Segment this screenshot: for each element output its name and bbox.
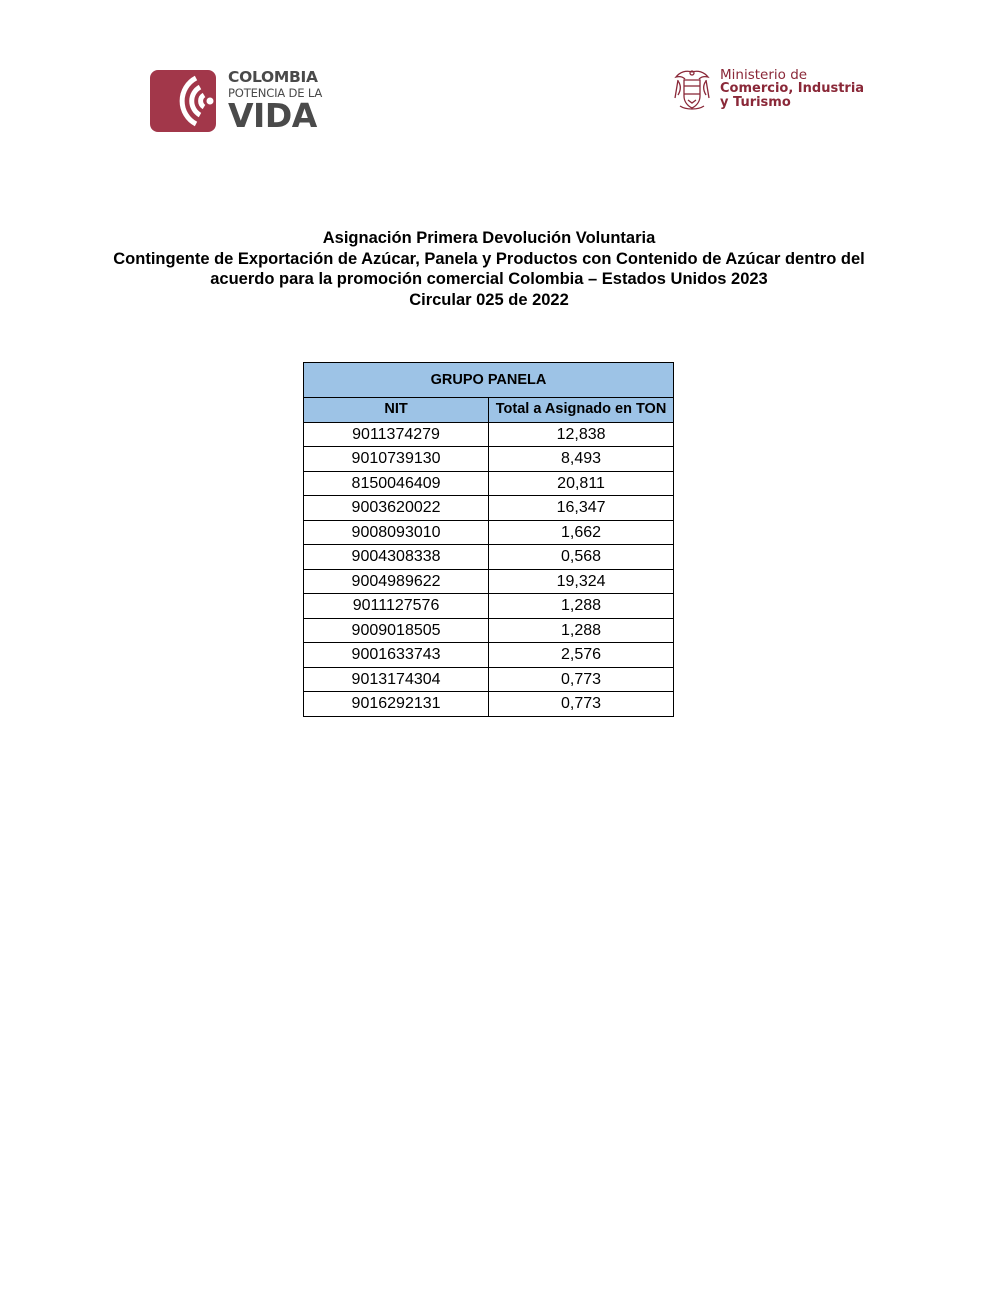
total-cell: 1,288	[489, 594, 674, 619]
allocation-table	[303, 362, 674, 717]
nit-cell: 9004989622	[304, 569, 489, 594]
table-group-header-row	[304, 363, 674, 398]
table-row	[304, 618, 674, 643]
nit-cell: 9016292131	[304, 692, 489, 717]
title-line-1: Asignación Primera Devolución Voluntaria	[322, 229, 656, 247]
ministerio-line-1: Ministerio de	[720, 67, 808, 83]
total-cell: 20,811	[489, 471, 674, 496]
logo-wordmark	[228, 68, 332, 135]
total-cell: 1,662	[489, 520, 674, 545]
coat-of-arms-icon	[672, 68, 712, 112]
allocation-table-container	[303, 362, 674, 717]
ministerio-line-2: Comercio, Industria	[720, 81, 865, 96]
total-cell: 2,576	[489, 643, 674, 668]
total-cell: 19,324	[489, 569, 674, 594]
total-cell: 8,493	[489, 447, 674, 472]
table-row	[304, 667, 674, 692]
table-row	[304, 594, 674, 619]
signal-waves-icon	[150, 70, 216, 132]
total-cell: 0,773	[489, 692, 674, 717]
table-row	[304, 545, 674, 570]
ministerio-text	[720, 67, 865, 110]
title-line-2: Contingente de Exportación de Azúcar, Panela y Productos con Contenido de Azúcar dentro del	[113, 249, 865, 268]
document-title	[100, 228, 878, 310]
table-row	[304, 447, 674, 472]
table-row	[304, 520, 674, 545]
total-cell: 12,838	[489, 422, 674, 447]
table-row	[304, 422, 674, 447]
total-cell: 16,347	[489, 496, 674, 521]
colombia-potencia-de-la-vida-logo	[150, 68, 330, 134]
table-column-header-row	[304, 398, 674, 423]
column-header-nit: NIT	[304, 398, 489, 423]
title-line-4: Circular 025 de 2022	[409, 290, 569, 309]
nit-cell: 9004308338	[304, 545, 489, 570]
total-cell: 0,773	[489, 667, 674, 692]
nit-cell: 8150046409	[304, 471, 489, 496]
nit-cell: 9011374279	[304, 422, 489, 447]
nit-cell: 9010739130	[304, 447, 489, 472]
table-row	[304, 471, 674, 496]
nit-cell: 9009018505	[304, 618, 489, 643]
nit-cell: 9001633743	[304, 643, 489, 668]
nit-cell: 9013174304	[304, 667, 489, 692]
group-title: GRUPO PANELA	[304, 363, 674, 398]
nit-cell: 9008093010	[304, 520, 489, 545]
table-row	[304, 692, 674, 717]
ministerio-line-3: y Turismo	[720, 95, 791, 110]
table-row	[304, 569, 674, 594]
logo-text-vida: VIDA	[228, 96, 317, 135]
table-row	[304, 496, 674, 521]
total-cell: 1,288	[489, 618, 674, 643]
nit-cell: 9011127576	[304, 594, 489, 619]
column-header-total: Total a Asignado en TON	[489, 398, 674, 423]
ministerio-logo	[672, 67, 865, 114]
total-cell: 0,568	[489, 545, 674, 570]
title-line-3: acuerdo para la promoción comercial Colombia – Estados Unidos 2023	[210, 270, 768, 288]
logo-text-potencia: POTENCIA DE LA	[228, 86, 323, 100]
table-row	[304, 643, 674, 668]
nit-cell: 9003620022	[304, 496, 489, 521]
logo-text-colombia: COLOMBIA	[228, 68, 318, 86]
